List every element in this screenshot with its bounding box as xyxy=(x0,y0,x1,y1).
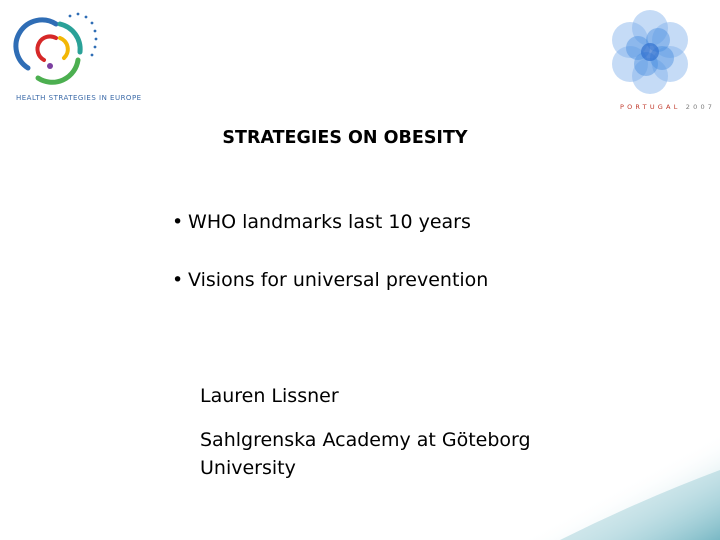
portugal-caption-country: PORTUGAL xyxy=(620,103,681,111)
portugal-2007-caption xyxy=(620,103,715,111)
author-affiliation: Sahlgrenska Academy at Göteborg University xyxy=(200,429,531,479)
bullet-marker: • xyxy=(172,269,184,291)
portugal-presidency-flower-icon xyxy=(590,6,715,101)
portugal-2007-logo xyxy=(590,6,715,116)
health-strategies-emblem-icon xyxy=(8,8,138,93)
bullet-text: WHO landmarks last 10 years xyxy=(188,211,471,233)
health-strategies-logo xyxy=(8,8,142,103)
bullet-list xyxy=(172,208,488,324)
health-strategies-caption: HEALTH STRATEGIES IN EUROPE xyxy=(16,94,142,102)
portugal-caption-year: 2007 xyxy=(685,103,716,111)
slide-title: STRATEGIES ON OBESITY xyxy=(222,128,468,148)
bullet-marker: • xyxy=(172,211,184,233)
bullet-text: Visions for universal prevention xyxy=(188,269,489,291)
author-name: Lauren Lissner xyxy=(200,385,339,407)
bullet-item xyxy=(172,208,488,236)
bullet-item xyxy=(172,266,488,294)
